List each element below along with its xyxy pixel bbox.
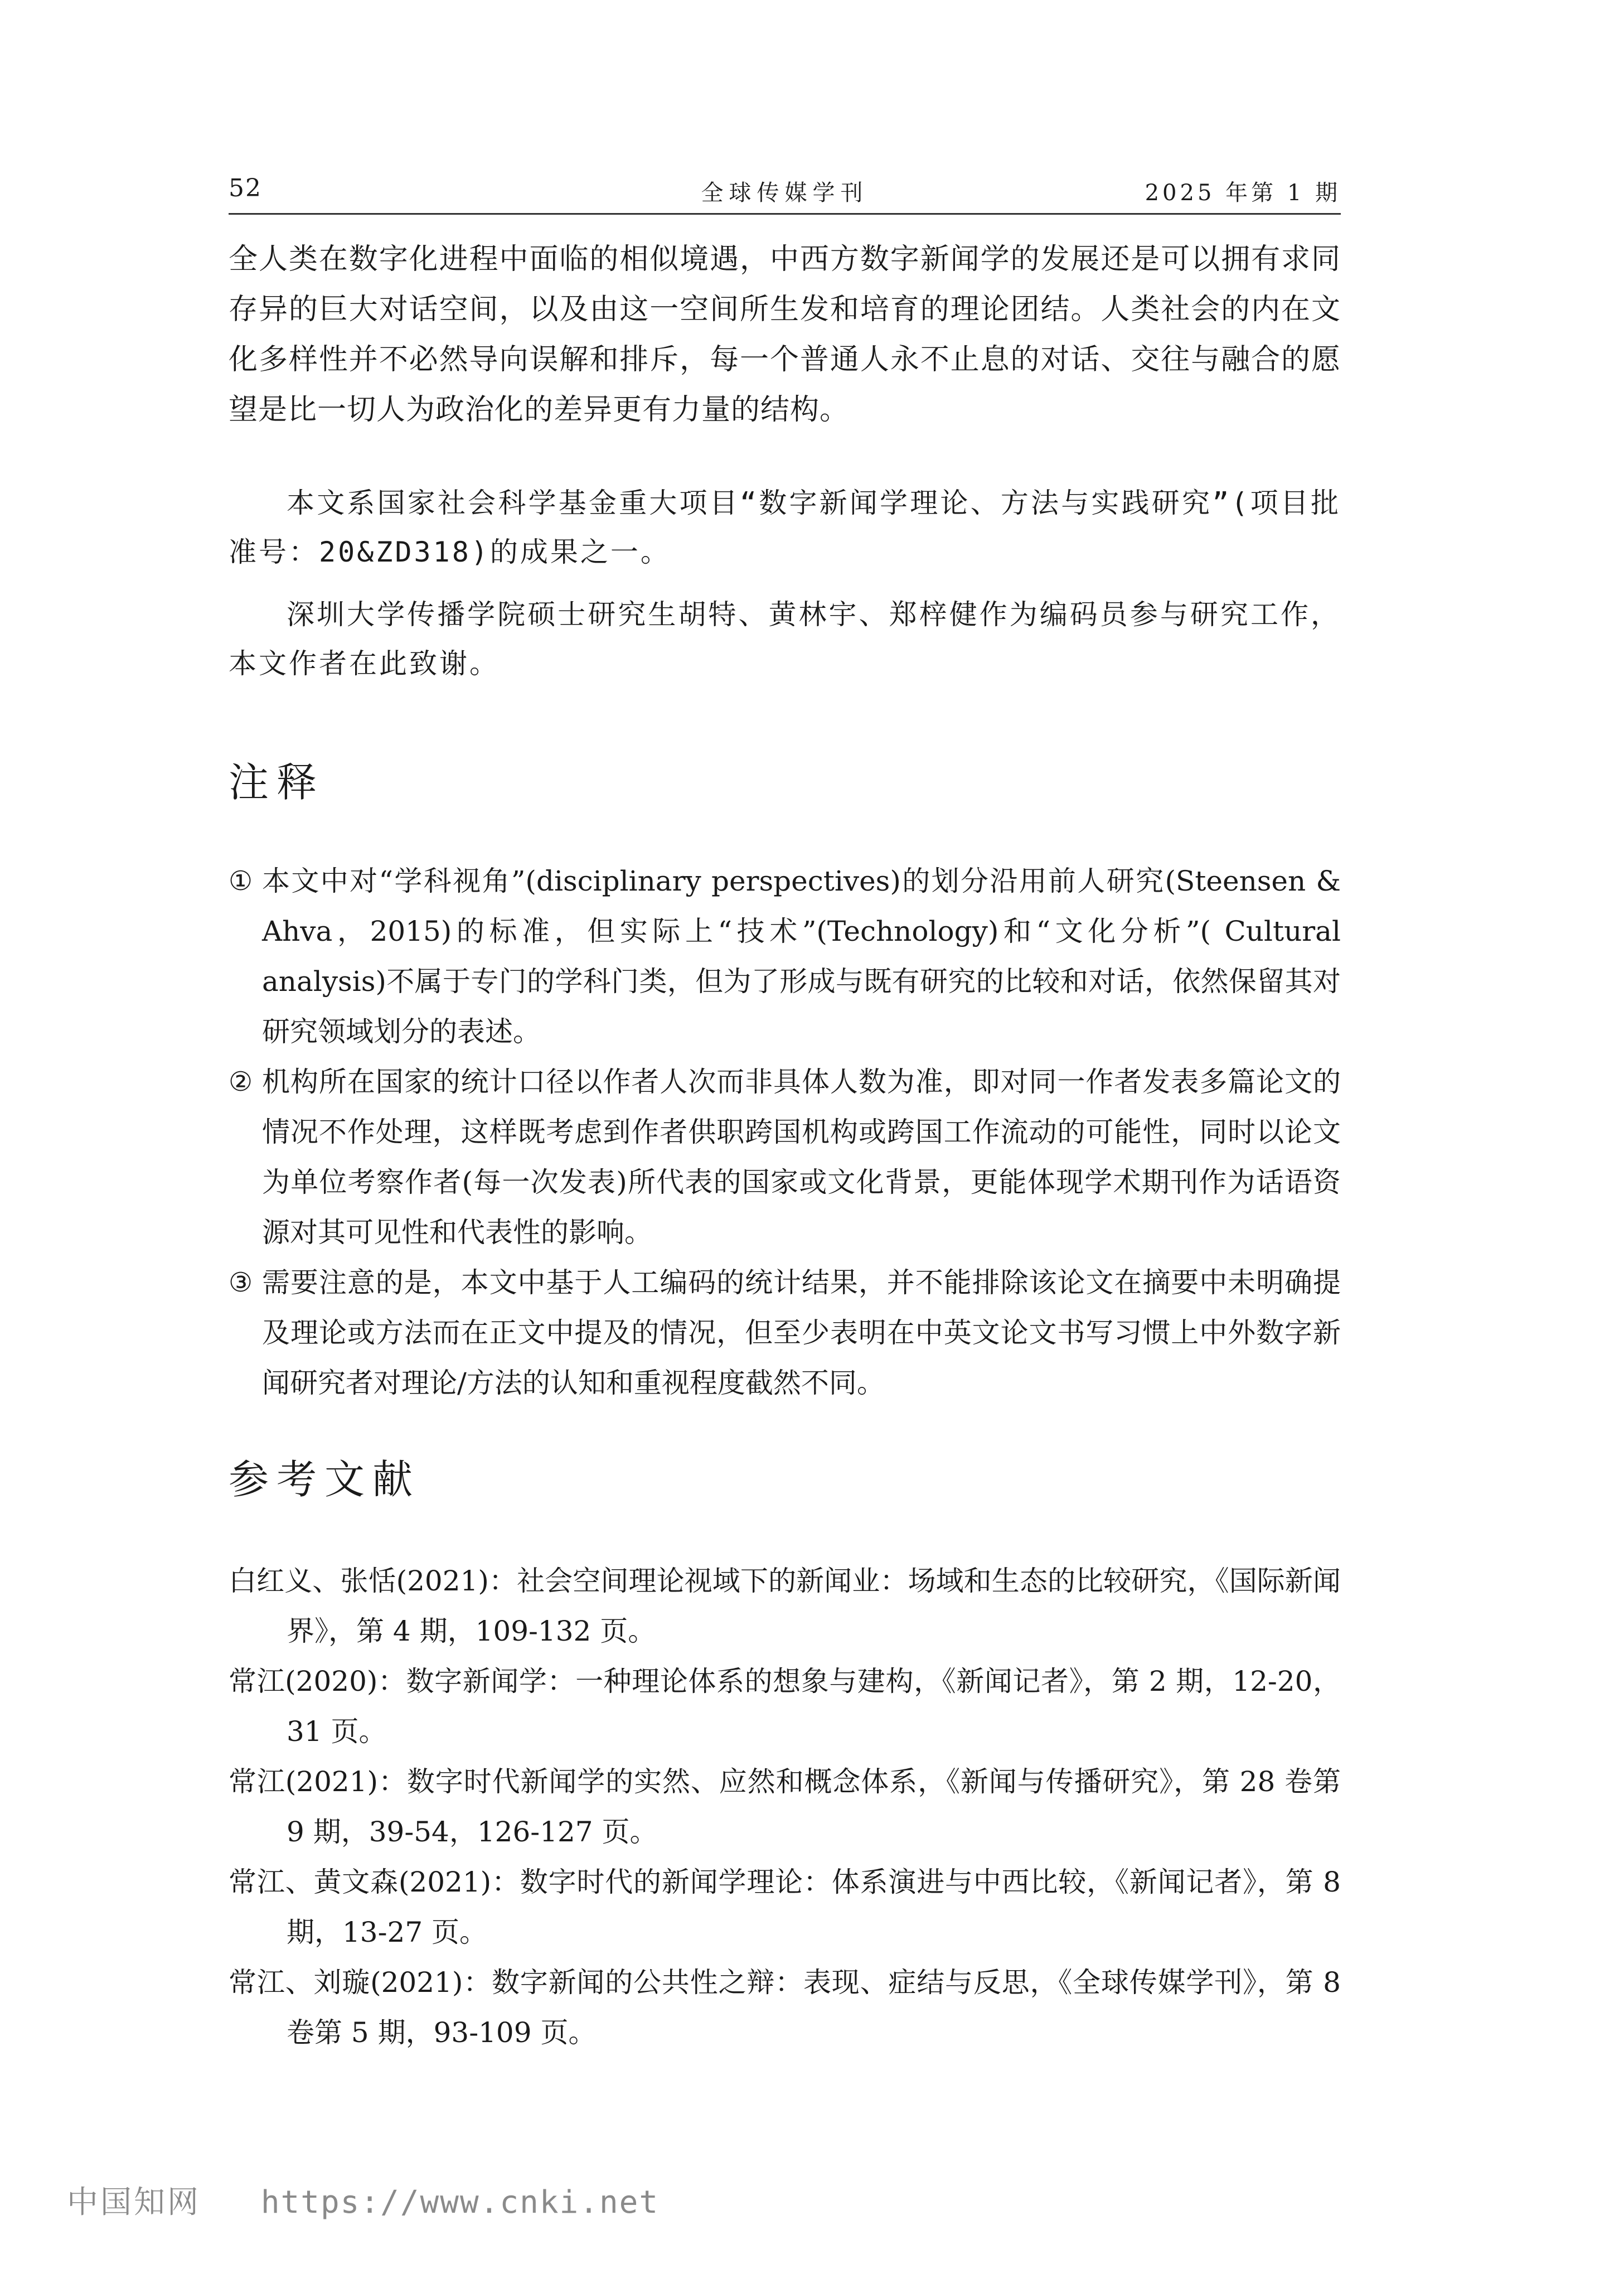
note-marker: ① bbox=[229, 865, 253, 897]
note-item bbox=[229, 1057, 1341, 1257]
note-marker: ③ bbox=[229, 1267, 253, 1298]
reference-item: 常江(2021)：数字时代新闻学的实然、应然和概念体系，《新闻与传播研究》，第 28 卷第 9 期，39-54，126-127 页。 bbox=[229, 1766, 1341, 1848]
watermark-site-name: 中国知网 bbox=[67, 2184, 201, 2221]
note-text: 本文中对“学科视角”(disciplinary perspectives)的划分沿用前人研究(Steensen & Ahva，2015)的标准，但实际上“技术”(Technology)和“文化分析”( Cultural analysis)不属于专门的学科门类，但为了形成与既有研究的比较和对话，依然保留其对研究领域划分的表述。 bbox=[262, 865, 1341, 1048]
funding-acknowledgement-text: 本文系国家社会科学基金重大项目“数字新闻学理论、方法与实践研究”(项目批准号：20&ZD318)的成果之一。 bbox=[229, 487, 1341, 568]
reference-item: 常江、黄文森(2021)：数字时代的新闻学理论：体系演进与中西比较，《新闻记者》，第 8 期，13-27 页。 bbox=[229, 1866, 1341, 1948]
reference-item: 常江、刘璇(2021)：数字新闻的公共性之辩：表现、症结与反思，《全球传媒学刊》，第 8 卷第 5 期，93-109 页。 bbox=[229, 1966, 1341, 2049]
references-list bbox=[229, 1556, 1341, 2058]
notes-list bbox=[229, 856, 1341, 1408]
references-heading: 参考文献 bbox=[229, 1456, 421, 1503]
note-text: 机构所在国家的统计口径以作者人次而非具体人数为准，即对同一作者发表多篇论文的情况不作处理，这样既考虑到作者供职跨国机构或跨国工作流动的可能性，同时以论文为单位考察作者(每一次发表)所代表的国家或文化背景，更能体现学术期刊作为话语资源对其可见性和代表性的影响。 bbox=[262, 1066, 1341, 1249]
notes-heading: 注释 bbox=[229, 759, 325, 806]
funding-acknowledgement bbox=[229, 478, 1341, 577]
coder-acknowledgement-text: 深圳大学传播学院硕士研究生胡特、黄林宇、郑梓健作为编码员参与研究工作，本文作者在此致谢。 bbox=[229, 598, 1341, 680]
page-number: 52 bbox=[229, 174, 262, 202]
note-item bbox=[229, 1257, 1341, 1408]
reference-item: 白红义、张恬(2021)：社会空间理论视域下的新闻业：场域和生态的比较研究，《国际新闻界》，第 4 期，109-132 页。 bbox=[229, 1565, 1341, 1647]
body-paragraph bbox=[229, 234, 1341, 435]
body-paragraph-text: 全人类在数字化进程中面临的相似境遇，中西方数字新闻学的发展还是可以拥有求同存异的巨大对话空间，以及由这一空间所生发和培育的理论团结。人类社会的内在文化多样性并不必然导向误解和排斥，每一个普通人永不止息的对话、交往与融合的愿望是比一切人为政治化的差异更有力量的结构。 bbox=[229, 243, 1341, 427]
running-header bbox=[229, 174, 1341, 215]
issue-label: 2025 年第 1 期 bbox=[1145, 180, 1341, 206]
coder-acknowledgement bbox=[229, 590, 1341, 688]
note-marker: ② bbox=[229, 1066, 253, 1097]
reference-item: 常江(2020)：数字新闻学：一种理论体系的想象与建构，《新闻记者》，第 2 期，12-20，31 页。 bbox=[229, 1665, 1341, 1748]
note-item bbox=[229, 856, 1341, 1057]
watermark-url: https://www.cnki.net bbox=[260, 2184, 660, 2221]
journal-title: 全球传媒学刊 bbox=[701, 180, 869, 206]
note-text: 需要注意的是，本文中基于人工编码的统计结果，并不能排除该论文在摘要中未明确提及理论或方法而在正文中提及的情况，但至少表明在中英文论文书写习惯上中外数字新闻研究者对理论/方法的认知和重视程度截然不同。 bbox=[262, 1266, 1341, 1399]
cnki-watermark bbox=[67, 2178, 659, 2222]
